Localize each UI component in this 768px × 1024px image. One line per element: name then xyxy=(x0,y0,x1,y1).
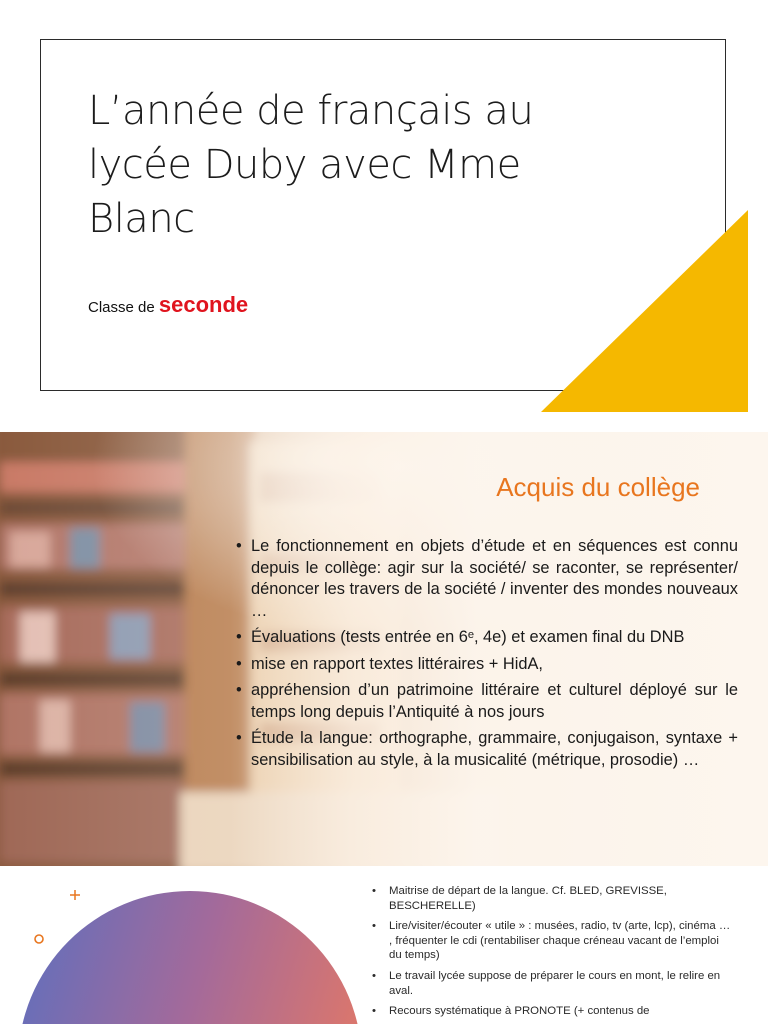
list-item: • appréhension d’un patrimoine littéraire et culturel déployé sur le temps long depuis l’Antiquité à nos jours xyxy=(236,680,738,723)
subtitle-prefix: Classe de xyxy=(88,299,159,316)
list-item: • Le fonctionnement en objets d’étude et en séquences est connu depuis le collège: agir sur la société/ se raconter, se représenter/ dénoncer les travers de la société / inventer des mondes nouveaux … xyxy=(236,536,738,622)
small-ring-icon xyxy=(35,935,43,943)
list-item: • Évaluations (tests entrée en 6ᵉ, 4e) et examen final du DNB xyxy=(236,627,738,649)
list-item: • Lire/visiter/écouter « utile » : musées, radio, tv (arte, lcp), cinéma … , fréquenter le cdi (rentabiliser chaque créneau vacant de l’emploi du temps) xyxy=(372,919,732,963)
list-item: • Le travail lycée suppose de préparer le cours en mont, le relire en aval. xyxy=(372,969,732,998)
list-item: • Maitrise de départ de la langue. Cf. BLED, GREVISSE, BESCHERELLE) xyxy=(372,884,732,913)
bullet-list xyxy=(236,536,738,776)
methods-slide xyxy=(0,868,768,1024)
gradient-circle-decoration xyxy=(0,868,370,1024)
title-slide xyxy=(0,0,768,418)
plus-icon xyxy=(70,890,80,900)
list-item: • mise en rapport textes littéraires + HidA, xyxy=(236,654,738,676)
acquis-slide xyxy=(0,432,768,866)
subtitle-accent: seconde xyxy=(158,292,249,317)
slide-title: L’année de français au lycée Duby avec Mme Blanc xyxy=(88,88,534,242)
bullet-list xyxy=(372,884,732,1024)
slide-subtitle xyxy=(88,292,248,318)
list-item: • Étude la langue: orthographe, grammaire, conjugaison, syntaxe + sensibilisation au style, à la musicalité (métrique, prosodie) … xyxy=(236,728,738,771)
slide-heading: Acquis du collège xyxy=(496,472,700,502)
list-item: • Recours systématique à PRONOTE (+ contenus de xyxy=(372,1004,732,1019)
